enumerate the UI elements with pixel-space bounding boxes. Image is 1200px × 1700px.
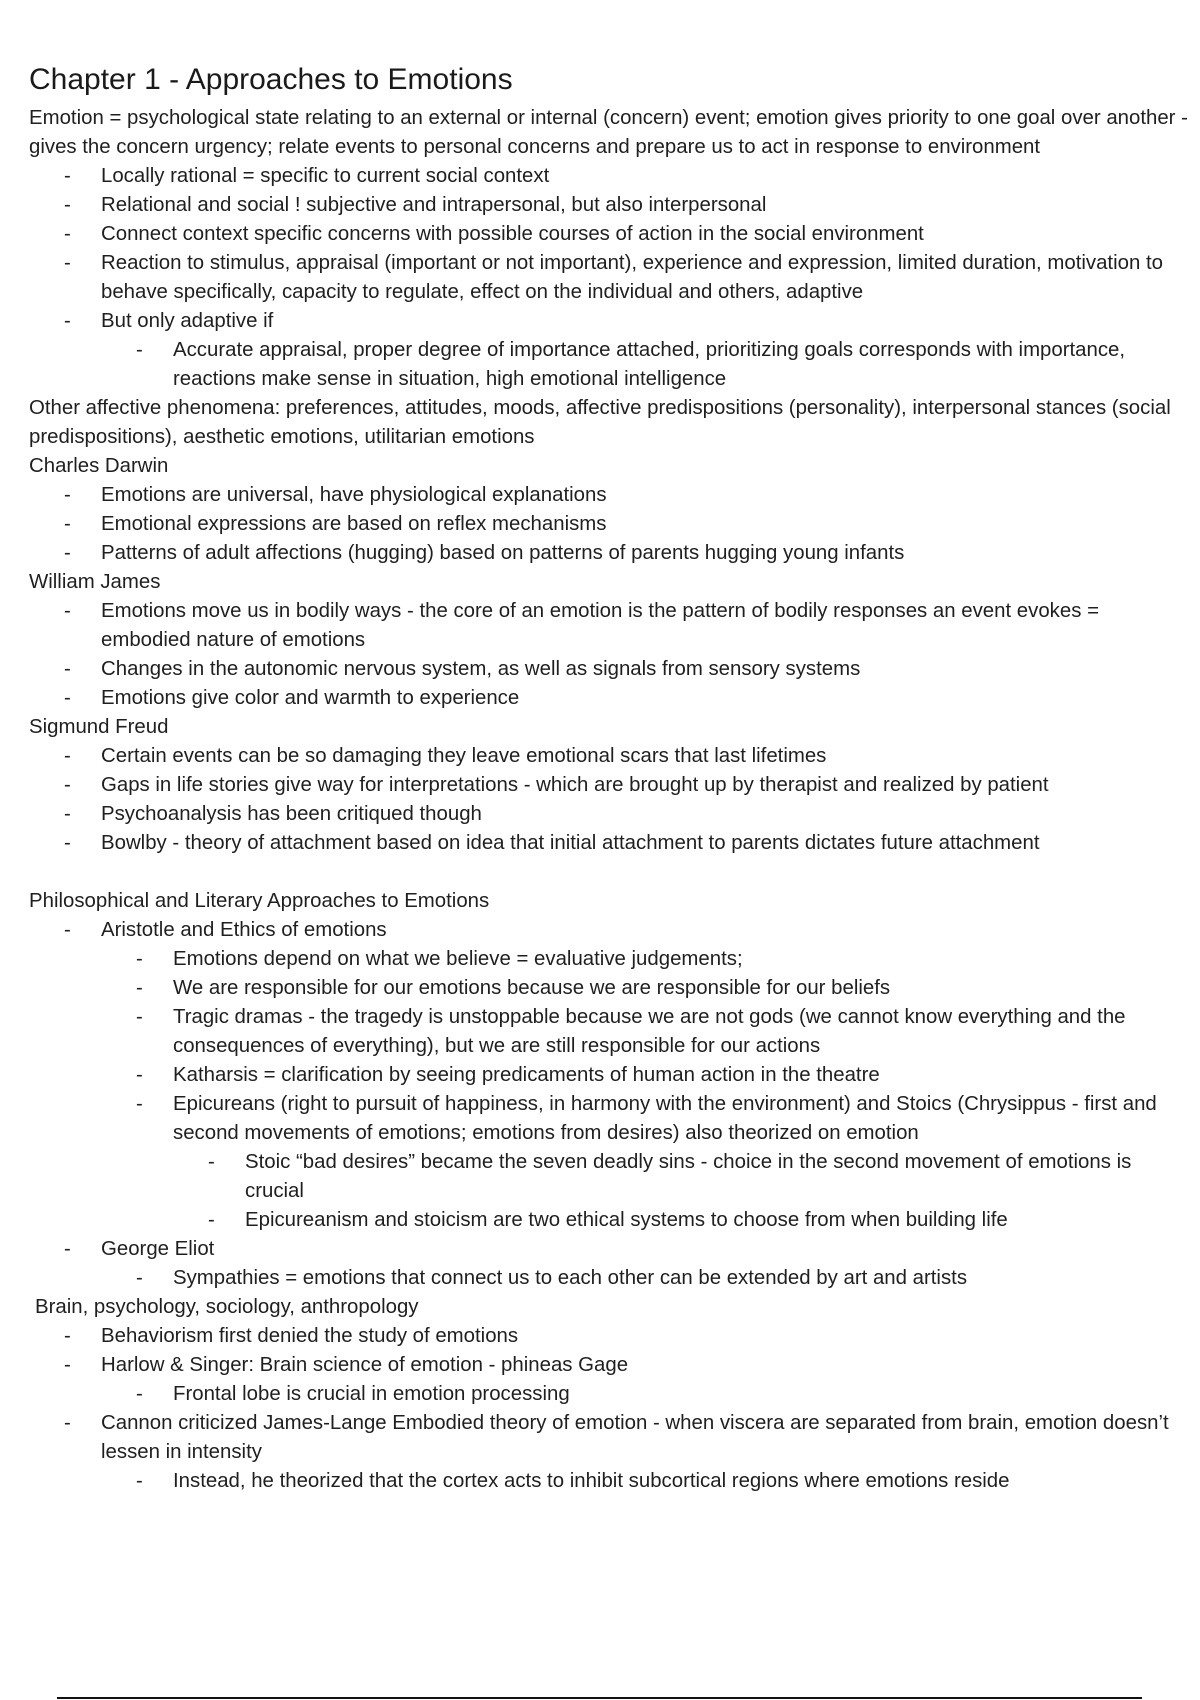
intro-paragraph: Emotion = psychological state relating to an external or internal (concern) event; emotion gives priority to one goal over another - gives the concern urgency; relate events to personal concerns and prepare us to act in response to environment: [29, 107, 1188, 158]
list-item: - Tragic dramas - the tragedy is unstoppable because we are not gods (we cannot know everything and the consequences of everything), but we are still responsible for our actions: [29, 1003, 1189, 1061]
bullet-dash: -: [64, 223, 71, 245]
bullet-dash: -: [64, 542, 71, 564]
list-item: - Emotions move us in bodily ways - the core of an emotion is the pattern of bodily responses an event evokes = embodied nature of emotions: [29, 597, 1189, 655]
other-affective-paragraph: Other affective phenomena: preferences, attitudes, moods, affective predispositions (personality), interpersonal stances (social predispositions), aesthetic emotions, utilitarian emotions: [29, 397, 1171, 448]
bullet-dash: -: [64, 194, 71, 216]
list-item: - Instead, he theorized that the cortex acts to inhibit subcortical regions where emotions reside: [29, 1467, 1189, 1496]
bullet-dash: -: [64, 600, 71, 622]
list-item: - Bowlby - theory of attachment based on idea that initial attachment to parents dictates future attachment: [29, 829, 1189, 858]
list-item: - Psychoanalysis has been critiqued though: [29, 800, 1189, 829]
list-item: - Locally rational = specific to current social context: [29, 162, 1189, 191]
list-item: - Stoic “bad desires” became the seven deadly sins - choice in the second movement of emotions is crucial: [29, 1148, 1189, 1206]
list-item: - Gaps in life stories give way for interpretations - which are brought up by therapist and realized by patient: [29, 771, 1189, 800]
section-heading-brain: Brain, psychology, sociology, anthropology: [35, 1296, 419, 1318]
bullet-dash: -: [208, 1209, 215, 1231]
bullet-dash: -: [64, 774, 71, 796]
bullet-dash: -: [136, 1064, 143, 1086]
section-heading-freud: Sigmund Freud: [29, 716, 169, 738]
bullet-dash: -: [64, 687, 71, 709]
bullet-dash: -: [64, 165, 71, 187]
bullet-dash: -: [136, 1383, 143, 1405]
bullet-dash: -: [136, 977, 143, 999]
brain-list: [29, 1322, 1189, 1496]
list-item: - Relational and social ! subjective and intrapersonal, but also interpersonal: [29, 191, 1189, 220]
bullet-dash: -: [64, 310, 71, 332]
list-item: - Aristotle and Ethics of emotions: [29, 916, 1189, 945]
list-item: - Accurate appraisal, proper degree of importance attached, prioritizing goals corresponds with importance, reactions make sense in situation, high emotional intelligence: [29, 336, 1189, 394]
footer-divider: [57, 1697, 1142, 1699]
list-item: - Epicureanism and stoicism are two ethical systems to choose from when building life: [29, 1206, 1189, 1235]
list-item: - Emotional expressions are based on reflex mechanisms: [29, 510, 1189, 539]
bullet-dash: -: [136, 1470, 143, 1492]
list-item: - Connect context specific concerns with possible courses of action in the social environment: [29, 220, 1189, 249]
bullet-dash: -: [64, 252, 71, 274]
document-page: [29, 62, 1189, 1496]
bullet-dash: -: [64, 513, 71, 535]
bullet-dash: -: [64, 745, 71, 767]
darwin-list: [29, 481, 1189, 568]
bullet-dash: -: [136, 1006, 143, 1028]
james-list: [29, 597, 1189, 713]
list-item: - But only adaptive if: [29, 307, 1189, 336]
bullet-dash: -: [136, 1267, 143, 1289]
list-item: - Certain events can be so damaging they leave emotional scars that last lifetimes: [29, 742, 1189, 771]
bullet-dash: -: [136, 1093, 143, 1115]
bullet-dash: -: [64, 1325, 71, 1347]
list-item: - Emotions give color and warmth to experience: [29, 684, 1189, 713]
bullet-dash: -: [64, 803, 71, 825]
section-heading-james: William James: [29, 571, 161, 593]
bullet-dash: -: [208, 1151, 215, 1173]
bullet-dash: -: [64, 1412, 71, 1434]
bullet-dash: -: [64, 919, 71, 941]
list-item: - Reaction to stimulus, appraisal (important or not important), experience and expression, limited duration, motivation to behave specifically, capacity to regulate, effect on the individual and others, adaptive: [29, 249, 1189, 307]
list-item: - Epicureans (right to pursuit of happiness, in harmony with the environment) and Stoics (Chrysippus - first and second movements of emotions; emotions from desires) also theorized on emotion: [29, 1090, 1189, 1148]
list-item: - Emotions are universal, have physiological explanations: [29, 481, 1189, 510]
list-item: - Behaviorism first denied the study of emotions: [29, 1322, 1189, 1351]
bullet-dash: -: [64, 1238, 71, 1260]
section-heading-darwin: Charles Darwin: [29, 455, 169, 477]
list-item: - Frontal lobe is crucial in emotion processing: [29, 1380, 1189, 1409]
intro-list: [29, 162, 1189, 394]
bullet-dash: -: [64, 1354, 71, 1376]
bullet-dash: -: [64, 658, 71, 680]
blank-line: [29, 858, 1189, 887]
bullet-dash: -: [64, 832, 71, 854]
list-item: - George Eliot: [29, 1235, 1189, 1264]
list-item: - Cannon criticized James-Lange Embodied theory of emotion - when viscera are separated from brain, emotion doesn’t lessen in intensity: [29, 1409, 1189, 1467]
bullet-dash: -: [64, 484, 71, 506]
list-item: - We are responsible for our emotions because we are responsible for our beliefs: [29, 974, 1189, 1003]
page-title: Chapter 1 - Approaches to Emotions: [29, 63, 513, 96]
list-item: - Patterns of adult affections (hugging) based on patterns of parents hugging young infants: [29, 539, 1189, 568]
list-item: - Katharsis = clarification by seeing predicaments of human action in the theatre: [29, 1061, 1189, 1090]
philosophical-list: [29, 916, 1189, 1293]
freud-list: [29, 742, 1189, 858]
bullet-dash: -: [136, 339, 143, 361]
list-item: - Sympathies = emotions that connect us to each other can be extended by art and artists: [29, 1264, 1189, 1293]
list-item: - Emotions depend on what we believe = evaluative judgements;: [29, 945, 1189, 974]
list-item: - Harlow & Singer: Brain science of emotion - phineas Gage: [29, 1351, 1189, 1380]
list-item: - Changes in the autonomic nervous system, as well as signals from sensory systems: [29, 655, 1189, 684]
section-heading-philosophical: Philosophical and Literary Approaches to Emotions: [29, 890, 490, 912]
bullet-dash: -: [136, 948, 143, 970]
